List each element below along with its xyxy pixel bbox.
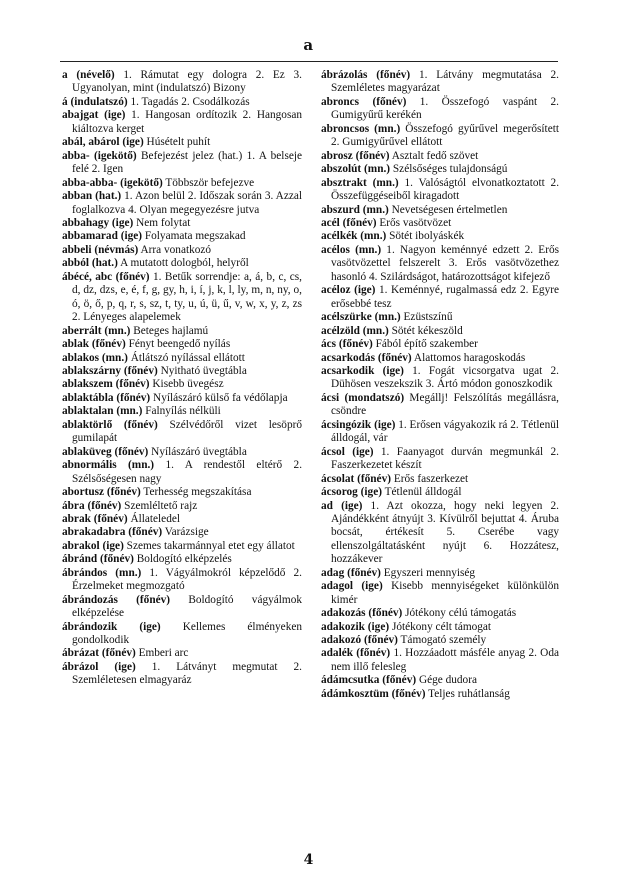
dictionary-entry bbox=[321, 204, 559, 217]
entry-headword: ábrázat bbox=[62, 647, 100, 660]
entry-headword: ablaktörlő bbox=[62, 418, 113, 431]
entry-headword: acélos bbox=[321, 243, 350, 256]
entry-headword: ablakszárny bbox=[62, 364, 122, 377]
dictionary-entry bbox=[321, 311, 559, 324]
entry-headword: ácsingózik bbox=[321, 418, 372, 431]
dictionary-entry bbox=[321, 607, 559, 620]
entry-part-of-speech: (mn.) bbox=[374, 311, 401, 324]
entry-headword: adagol bbox=[321, 580, 354, 593]
entry-headword: ablakos bbox=[62, 351, 100, 364]
entry-definition: Varázsige bbox=[164, 526, 209, 539]
entry-part-of-speech: (főnév) bbox=[115, 270, 150, 283]
dictionary-entry bbox=[62, 392, 302, 405]
page-header-letter: a bbox=[303, 36, 314, 54]
entry-headword: abortusz bbox=[62, 486, 105, 499]
dictionary-entry bbox=[321, 338, 559, 351]
entry-part-of-speech: (mn.) bbox=[101, 351, 128, 364]
dictionary-entry bbox=[321, 325, 559, 338]
entry-definition: Teljes ruhátlanság bbox=[428, 687, 510, 700]
entry-part-of-speech: (ige) bbox=[120, 230, 143, 243]
entry-headword: ádámcsutka bbox=[321, 674, 380, 687]
entry-headword: ábrándos bbox=[62, 566, 108, 579]
entry-part-of-speech: (főnév) bbox=[338, 338, 373, 351]
entry-headword: abroncsos bbox=[321, 122, 370, 135]
entry-part-of-speech: (mn.) bbox=[364, 163, 391, 176]
dictionary-entry bbox=[62, 230, 302, 243]
dictionary-entry bbox=[62, 257, 302, 270]
entry-headword: abban bbox=[62, 190, 93, 203]
entry-definition: 1. Valóságtól elvonatkoztatott 2. Összefüggéseiből kiragadott bbox=[331, 176, 560, 203]
entry-headword: abajgat bbox=[62, 109, 99, 122]
dictionary-entry bbox=[321, 123, 559, 150]
entry-headword: ábrándozás bbox=[62, 593, 118, 606]
entry-part-of-speech: (igekötő) bbox=[120, 176, 163, 189]
entry-part-of-speech: (főnév) bbox=[364, 634, 398, 647]
dictionary-entry bbox=[62, 352, 302, 365]
entry-definition: 1. Összefogó vaspánt 2. Gumigyűrű kerékén bbox=[331, 95, 559, 122]
entry-part-of-speech: (ige) bbox=[352, 445, 374, 458]
entry-headword: acsarkodás bbox=[321, 351, 375, 364]
entry-definition: Terhesség megszakítása bbox=[143, 486, 252, 499]
dictionary-entry bbox=[321, 96, 559, 123]
entry-part-of-speech: (főnév) bbox=[391, 687, 426, 700]
entry-part-of-speech: (indulatszó) bbox=[70, 95, 128, 108]
dictionary-entry bbox=[62, 540, 302, 553]
dictionary-entry bbox=[321, 352, 559, 365]
entry-definition: Szélsőséges tulajdonságú bbox=[392, 163, 508, 176]
dictionary-entry bbox=[62, 486, 302, 499]
entry-part-of-speech: (ige) bbox=[341, 499, 363, 512]
dictionary-entry bbox=[62, 177, 302, 190]
dictionary-entry bbox=[321, 69, 559, 96]
entry-part-of-speech: (hat.) bbox=[91, 257, 118, 270]
entry-headword: adag bbox=[321, 566, 345, 579]
entry-part-of-speech: (hat.) bbox=[95, 190, 122, 203]
entry-definition: Folyamata megszakad bbox=[144, 230, 246, 243]
entry-headword: abszurd bbox=[321, 203, 360, 216]
entry-definition: 1. Betűk sorrendje: a, á, b, c, cs, d, dz, dzs, e, é, f, g, gy, h, i, í, j, k, l, ly, m, n, ny, o, ó, ö, ő, p, q, r, s, sz, t, ty, u, ú, ü, ű, v, w, x, y, z, zs 2. Lényeges alapelemek bbox=[72, 270, 302, 324]
entry-definition: Sötét kékeszöld bbox=[391, 324, 463, 337]
entry-part-of-speech: (főnév) bbox=[128, 526, 163, 539]
entry-headword: ábrázol bbox=[62, 660, 99, 673]
entry-part-of-speech: (mn.) bbox=[128, 459, 155, 472]
dictionary-entry bbox=[62, 526, 302, 539]
entry-definition: Erős vasötvözet bbox=[379, 216, 452, 229]
entry-headword: ábrázolás bbox=[321, 69, 368, 81]
entry-part-of-speech: (mn.) bbox=[372, 176, 399, 189]
dictionary-column-right bbox=[321, 69, 559, 701]
entry-headword: acél bbox=[321, 216, 340, 229]
dictionary-entry bbox=[321, 580, 559, 607]
dictionary-entry bbox=[321, 392, 559, 419]
entry-definition: Egyszeri mennyiség bbox=[383, 566, 476, 579]
entry-headword: ad bbox=[321, 499, 333, 512]
entry-part-of-speech: (főnév) bbox=[87, 499, 122, 512]
entry-headword: á bbox=[62, 95, 68, 108]
dictionary-entry bbox=[62, 647, 302, 660]
entry-definition: Arra vonatkozó bbox=[140, 243, 212, 256]
dictionary-entry bbox=[62, 190, 302, 217]
entry-headword: ácsolat bbox=[321, 472, 355, 485]
entry-part-of-speech: (főnév) bbox=[357, 472, 391, 485]
dictionary-entry bbox=[321, 177, 559, 204]
entry-headword: acélzöld bbox=[321, 324, 360, 337]
entry-part-of-speech: (főnév) bbox=[347, 566, 381, 579]
dictionary-entry bbox=[62, 338, 302, 351]
entry-definition: 1. Keménnyé, rugalmassá edz 2. Egyre erősebbé tesz bbox=[331, 284, 560, 310]
entry-part-of-speech: (főnév) bbox=[376, 69, 411, 81]
entry-definition: Húsételt puhít bbox=[146, 136, 211, 149]
entry-headword: ábra bbox=[62, 499, 85, 512]
entry-definition: 1. A rendestől eltérő 2. Szélsőségesen nagy bbox=[72, 459, 303, 485]
entry-headword: ablakszem bbox=[62, 378, 113, 391]
entry-part-of-speech: (főnév) bbox=[123, 364, 158, 377]
entry-part-of-speech: (mn.) bbox=[362, 324, 389, 337]
entry-part-of-speech: (ige) bbox=[111, 216, 134, 229]
entry-part-of-speech: (főnév) bbox=[356, 647, 391, 660]
entry-definition: 1. Látvány megmutatása 2. Szemléletes magyarázat bbox=[331, 69, 560, 95]
entry-definition: Boldogító vágyálmok elképzelése bbox=[72, 593, 302, 620]
entry-definition: 1. Faanyagot durván megmunkál 2. Faszerkezetet készít bbox=[331, 445, 560, 472]
entry-definition: Kisebb mennyiségeket különkülön kimér bbox=[331, 580, 559, 606]
entry-part-of-speech: (főnév) bbox=[91, 338, 126, 351]
entry-definition: 1. Tagadás 2. Csodálkozás bbox=[130, 95, 250, 108]
entry-headword: ablaküveg bbox=[62, 445, 112, 458]
entry-definition: Erős faszerkezet bbox=[393, 472, 469, 485]
entry-definition: 1. Fogát vicsorgatva ugat 2. Dühösen veszekszik 3. Ártó módon gonoszkodik bbox=[331, 364, 559, 391]
entry-part-of-speech: (főnév) bbox=[382, 674, 417, 687]
entry-headword: ábécé, abc bbox=[62, 270, 113, 283]
entry-part-of-speech: (névelő) bbox=[76, 69, 115, 81]
entry-headword: abszolút bbox=[321, 163, 362, 176]
entry-headword: ábrándozik bbox=[62, 620, 118, 633]
dictionary-entry bbox=[321, 473, 559, 486]
dictionary-entry bbox=[62, 405, 302, 418]
entry-definition: Falnyílás nélküli bbox=[145, 405, 221, 418]
dictionary-entry bbox=[321, 647, 559, 674]
dictionary-entry bbox=[62, 96, 302, 109]
entry-part-of-speech: (mn.) bbox=[116, 405, 143, 418]
entry-part-of-speech: (főnév) bbox=[93, 512, 128, 525]
dictionary-entry bbox=[62, 69, 302, 96]
entry-headword: abbahagy bbox=[62, 216, 110, 229]
entry-definition: Jótékony célt támogat bbox=[391, 620, 492, 633]
entry-headword: absztrakt bbox=[321, 176, 367, 189]
entry-definition: Emberi arc bbox=[138, 647, 189, 660]
entry-headword: adakozik bbox=[321, 620, 365, 633]
dictionary-entry bbox=[62, 150, 302, 177]
entry-part-of-speech: (ige) bbox=[354, 284, 376, 297]
entry-definition: A mutatott dologból, helyről bbox=[120, 257, 249, 270]
entry-part-of-speech: (ige) bbox=[139, 620, 161, 633]
entry-definition: 1. Hozzáadott másféle anyag 2. Oda nem illő felesleg bbox=[331, 647, 560, 673]
entry-headword: ádámkosztüm bbox=[321, 687, 389, 700]
entry-headword: abbeli bbox=[62, 243, 92, 256]
dictionary-entry bbox=[62, 136, 302, 149]
entry-part-of-speech: (mn.) bbox=[360, 230, 387, 243]
entry-part-of-speech: (főnév) bbox=[355, 149, 390, 162]
entry-definition: Megállj! Felszólítás megállásra, csöndre bbox=[331, 391, 559, 418]
entry-headword: abba-abba- bbox=[62, 176, 118, 189]
entry-headword: ácsol bbox=[321, 445, 345, 458]
entry-headword: ablak bbox=[62, 338, 90, 351]
dictionary-entry bbox=[321, 486, 559, 499]
entry-definition: Nyílászáró külső fa védőlapja bbox=[153, 391, 288, 404]
entry-part-of-speech: (ige) bbox=[360, 486, 382, 499]
dictionary-entry bbox=[62, 419, 302, 446]
entry-part-of-speech: (mn.) bbox=[104, 324, 131, 337]
entry-headword: adalék bbox=[321, 647, 354, 660]
entry-definition: 1. Azt okozza, hogy neki legyen 2. Ajándékként átnyújt 3. Kívülről bejuttat 4. Áruba bocsát, értékesít 5. Cserébe vagy ellenszolgáltatásként nyújt 6. Hozzátesz, hozzákever bbox=[331, 499, 559, 566]
entry-definition: Kisebb üvegész bbox=[152, 378, 224, 391]
entry-definition: Fényt beengedő nyílás bbox=[128, 338, 231, 351]
dictionary-entry bbox=[321, 567, 559, 580]
entry-headword: abnormális bbox=[62, 459, 117, 472]
entry-definition: Nevetségesen értelmetlen bbox=[391, 203, 508, 216]
dictionary-entry bbox=[321, 244, 559, 284]
dictionary-entry bbox=[62, 109, 302, 136]
dictionary-entry bbox=[62, 217, 302, 230]
entry-part-of-speech: (ige) bbox=[374, 418, 396, 431]
entry-definition: Támogató személy bbox=[400, 634, 487, 647]
dictionary-entry bbox=[62, 459, 302, 486]
entry-definition: Sötét ibolyáskék bbox=[389, 230, 465, 243]
entry-headword: ablaktalan bbox=[62, 405, 114, 418]
dictionary-entry bbox=[321, 500, 559, 567]
entry-headword: acélszürke bbox=[321, 311, 372, 324]
entry-part-of-speech: (névmás) bbox=[94, 243, 139, 256]
entry-definition: 1. Látványt megmutat 2. Szemléletesen elmagyaráz bbox=[72, 660, 302, 687]
entry-part-of-speech: (ige) bbox=[367, 620, 390, 633]
entry-part-of-speech: (főnév) bbox=[368, 607, 403, 620]
entry-headword: abbamarad bbox=[62, 230, 118, 243]
entry-headword: aberrált bbox=[62, 324, 102, 337]
entry-headword: a bbox=[62, 69, 68, 81]
page-number: 4 bbox=[303, 852, 314, 868]
dictionary-entry bbox=[321, 621, 559, 634]
dictionary-entry bbox=[62, 271, 302, 325]
dictionary-column-left bbox=[62, 69, 302, 688]
dictionary-entry bbox=[62, 567, 302, 594]
dictionary-entry bbox=[62, 594, 302, 621]
dictionary-entry bbox=[321, 150, 559, 163]
entry-part-of-speech: (ige) bbox=[382, 364, 404, 377]
entry-definition: Tétlenül álldogál bbox=[384, 486, 462, 499]
dictionary-entry bbox=[321, 365, 559, 392]
entry-part-of-speech: (főnév) bbox=[106, 486, 141, 499]
dictionary-entry bbox=[321, 217, 559, 230]
entry-part-of-speech: (igekötő) bbox=[93, 149, 137, 162]
entry-headword: abrakadabra bbox=[62, 526, 126, 539]
entry-part-of-speech: (főnév) bbox=[377, 351, 412, 364]
entry-definition: 1. Hangosan ordítozik 2. Hangosan kiáltozva kerget bbox=[72, 109, 303, 135]
entry-definition: Jótékony célú támogatás bbox=[405, 607, 517, 620]
entry-definition: Nyitható üvegtábla bbox=[160, 364, 247, 377]
entry-definition: Gége dudora bbox=[418, 674, 477, 687]
entry-part-of-speech: (ige) bbox=[104, 109, 126, 122]
entry-headword: adakozó bbox=[321, 634, 362, 647]
entry-definition: 1. Nagyon keménnyé edzett 2. Erős vasötvözettel felszerelt 3. Erős vasötvözethez hasonló 4. Szilárdságot, határozottságot kifejező bbox=[331, 243, 560, 283]
dictionary-entry bbox=[62, 553, 302, 566]
entry-headword: ablaktábla bbox=[62, 391, 114, 404]
entry-headword: ábránd bbox=[62, 553, 98, 566]
dictionary-entry bbox=[62, 244, 302, 257]
dictionary-entry bbox=[62, 446, 302, 459]
entry-definition: Szemes takarmánnyal etet egy állatot bbox=[126, 539, 295, 552]
entry-headword: abroncs bbox=[321, 95, 360, 108]
entry-definition: Ezüstszínű bbox=[403, 311, 453, 324]
entry-headword: abrak bbox=[62, 512, 91, 525]
entry-definition: Alattomos haragoskodás bbox=[413, 351, 526, 364]
entry-headword: ácsorog bbox=[321, 486, 358, 499]
entry-part-of-speech: (mondatszó) bbox=[344, 391, 405, 404]
entry-definition: Átlátszó nyílással ellátott bbox=[130, 351, 245, 364]
entry-part-of-speech: (főnév) bbox=[136, 593, 171, 606]
entry-headword: acélkék bbox=[321, 230, 358, 243]
entry-headword: ácsi bbox=[321, 391, 340, 404]
entry-headword: abból bbox=[62, 257, 90, 270]
entry-definition: 1. Rámutat egy dologra 2. Ez 3. Ugyanolyan, mint (indulatszó) Bizony bbox=[72, 69, 302, 95]
dictionary-entry bbox=[321, 230, 559, 243]
entry-headword: acsarkodik bbox=[321, 364, 375, 377]
entry-headword: abrosz bbox=[321, 149, 353, 162]
entry-part-of-speech: (mn.) bbox=[362, 203, 389, 216]
header-divider bbox=[60, 61, 558, 62]
entry-part-of-speech: (ige) bbox=[361, 580, 383, 593]
dictionary-entry bbox=[321, 163, 559, 176]
entry-definition: Beteges hajlamú bbox=[133, 324, 209, 337]
dictionary-entry bbox=[62, 365, 302, 378]
entry-part-of-speech: (főnév) bbox=[372, 95, 407, 108]
entry-definition: Állateledel bbox=[130, 512, 180, 525]
entry-definition: Boldogító elképzelés bbox=[136, 553, 232, 566]
entry-headword: abba- bbox=[62, 149, 90, 162]
entry-part-of-speech: (főnév) bbox=[114, 445, 149, 458]
entry-headword: abrakol bbox=[62, 539, 100, 552]
entry-part-of-speech: (mn.) bbox=[355, 243, 382, 256]
entry-part-of-speech: (mn.) bbox=[115, 566, 142, 579]
entry-definition: 1. Vágyálmokról képzelődő 2. Érzelmeket megmozgató bbox=[72, 566, 302, 593]
entry-definition: Nem folytat bbox=[136, 216, 191, 229]
entry-definition: Kellemes élményeken gondolkodik bbox=[72, 620, 302, 647]
dictionary-entry bbox=[62, 378, 302, 391]
entry-definition: 1. Erősen vágyakozik rá 2. Tétlenül álldogál, vár bbox=[331, 418, 560, 445]
entry-part-of-speech: (főnév) bbox=[342, 216, 377, 229]
entry-headword: acéloz bbox=[321, 284, 351, 297]
entry-part-of-speech: (főnév) bbox=[101, 647, 136, 660]
entry-definition: Szemléltető rajz bbox=[124, 499, 198, 512]
dictionary-entry bbox=[321, 688, 559, 701]
dictionary-entry bbox=[62, 661, 302, 688]
dictionary-entry bbox=[321, 284, 559, 311]
entry-headword: abál, abárol bbox=[62, 136, 120, 149]
entry-definition: Nyílászáró üvegtábla bbox=[151, 445, 247, 458]
dictionary-entry bbox=[321, 446, 559, 473]
dictionary-entry bbox=[62, 621, 302, 648]
entry-definition: Szélvédőről vizet lesöprő gumilapát bbox=[72, 418, 303, 445]
entry-definition: Asztalt fedő szövet bbox=[391, 149, 479, 162]
entry-part-of-speech: (ige) bbox=[102, 539, 124, 552]
entry-part-of-speech: (ige) bbox=[122, 136, 144, 149]
entry-headword: ács bbox=[321, 338, 337, 351]
dictionary-entry bbox=[321, 634, 559, 647]
entry-definition: Többször befejezve bbox=[165, 176, 255, 189]
entry-part-of-speech: (főnév) bbox=[123, 418, 158, 431]
entry-part-of-speech: (mn.) bbox=[374, 122, 401, 135]
entry-part-of-speech: (főnév) bbox=[100, 553, 134, 566]
entry-definition: Összefogó gyűrűvel megerősített 2. Gumigyűrűvel ellátott bbox=[331, 122, 559, 149]
entry-part-of-speech: (főnév) bbox=[116, 391, 151, 404]
dictionary-entry bbox=[62, 500, 302, 513]
entry-definition: Befejezést jelez (hat.) 1. A belseje felé 2. Igen bbox=[72, 149, 303, 176]
dictionary-entry bbox=[62, 325, 302, 338]
entry-headword: adakozás bbox=[321, 607, 366, 620]
entry-part-of-speech: (főnév) bbox=[115, 378, 150, 391]
entry-definition: 1. Azon belül 2. Időszak során 3. Azzal foglalkozva 4. Olyan megegyezésre jutva bbox=[72, 190, 303, 216]
dictionary-entry bbox=[62, 513, 302, 526]
entry-definition: Fából építő szakember bbox=[375, 338, 478, 351]
entry-part-of-speech: (ige) bbox=[114, 660, 136, 673]
dictionary-entry bbox=[321, 674, 559, 687]
dictionary-entry bbox=[321, 419, 559, 446]
